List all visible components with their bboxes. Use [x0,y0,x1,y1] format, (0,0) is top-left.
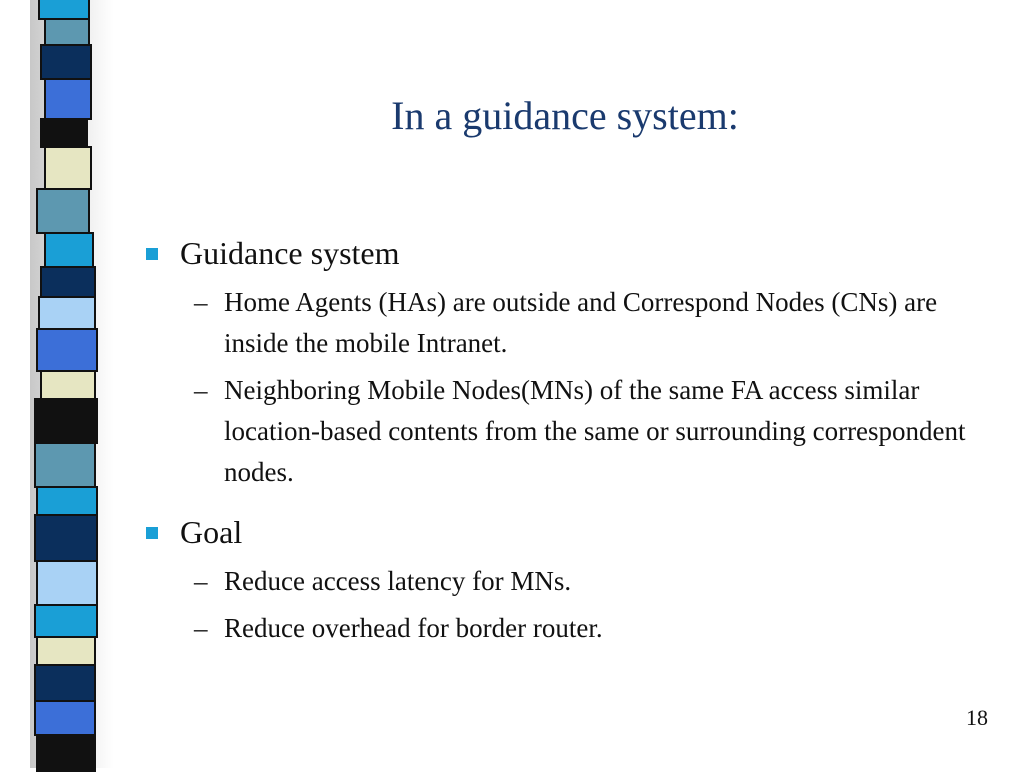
bullet-group-1 [140,232,1000,493]
stripe-block [34,664,96,702]
stripe-block [36,486,98,516]
square-bullet-icon [146,527,158,539]
slide-content [140,232,1000,667]
sub-bullet-text: Home Agents (HAs) are outside and Correspond Nodes (CNs) are inside the mobile Intranet. [224,287,938,358]
sub-bullet-text: Neighboring Mobile Nodes(MNs) of the same FA access similar location-based contents from the same or surrounding correspondent nodes. [224,375,966,487]
stripe-block [40,44,92,80]
stripe-block [44,78,92,120]
bullet-text: Guidance system [180,235,400,271]
decorative-stripe-band [0,0,110,768]
stripe-block [34,700,96,736]
dash-bullet-icon: – [194,613,208,643]
page-number: 18 [966,705,988,730]
bullet-item [140,511,1000,553]
stripe-block [44,232,94,268]
sub-bullet-item [140,370,1000,493]
bullet-text: Goal [180,514,243,550]
stripe-block [36,328,98,372]
sub-bullet-item [140,561,1000,602]
sub-bullet-item [140,608,1000,649]
stripe-block [36,636,96,666]
stripe-block [40,370,96,400]
stripe-block [34,604,98,638]
dash-bullet-icon: – [194,287,208,317]
square-bullet-icon [146,248,158,260]
dash-bullet-icon: – [194,375,208,405]
stripe-block [36,734,96,772]
stripe-block [38,296,96,330]
stripe-block [40,266,96,298]
stripe-block [44,146,92,190]
sub-bullet-text: Reduce access latency for MNs. [224,566,572,596]
stripe-block [34,514,98,562]
stripe-block [34,398,98,444]
stripe-block [38,0,90,20]
stripe-block [40,118,88,148]
stripe-block [36,560,98,606]
stripe-block [34,442,96,488]
bullet-item [140,232,1000,274]
stripe-block [36,188,90,234]
sub-bullet-item [140,282,1000,364]
dash-bullet-icon: – [194,566,208,596]
slide-title: In a guidance system: [391,93,739,138]
sub-bullet-text: Reduce overhead for border router. [224,613,603,643]
stripe-block [44,18,90,46]
bullet-group-2 [140,511,1000,649]
